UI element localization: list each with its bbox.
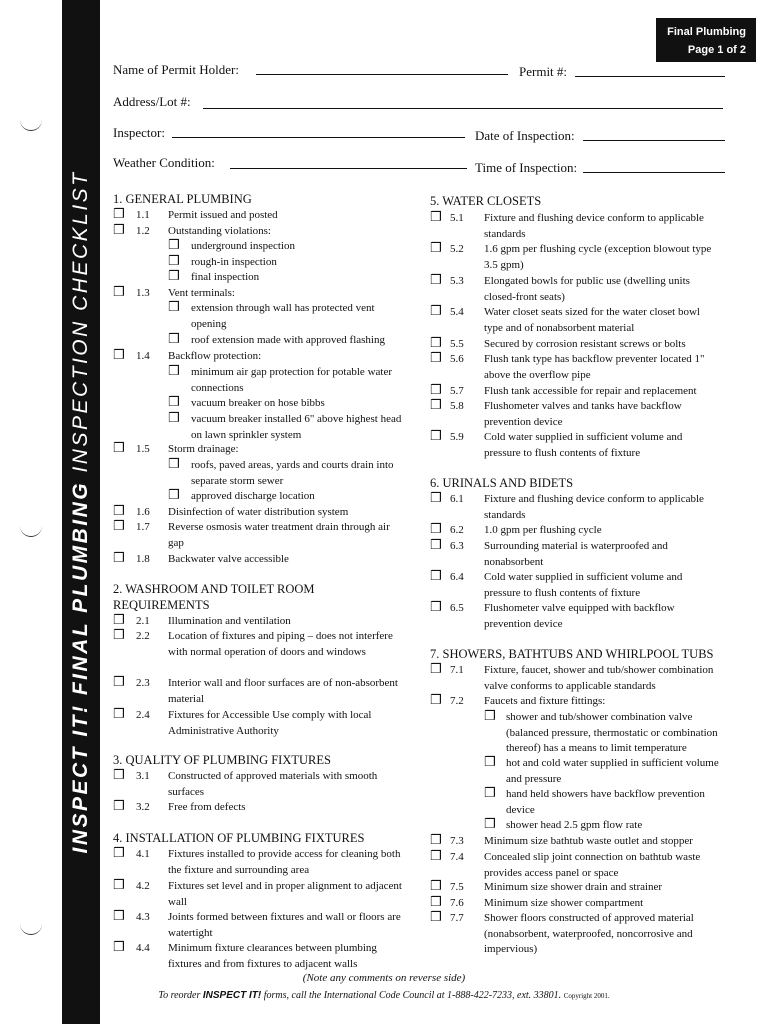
item-number: 6.2 bbox=[450, 524, 464, 536]
item-text: Permit issued and posted bbox=[168, 209, 278, 221]
item-number: 6.1 bbox=[450, 493, 464, 505]
item-number: 1.4 bbox=[136, 350, 150, 362]
brand-name: INSPECT IT! bbox=[202, 990, 262, 1001]
item-text: Water closet seats sized for the water closet bowl type and of nonabsorbent material bbox=[484, 306, 700, 334]
item-checkbox[interactable]: ❒ bbox=[430, 241, 442, 256]
subitem-checkbox[interactable]: ❒ bbox=[168, 332, 180, 347]
permit-number-field[interactable] bbox=[575, 76, 725, 77]
section-title: 3. QUALITY OF PLUMBING FIXTURES bbox=[113, 753, 331, 767]
item-text: Minimum fixture clearances between plumbing fixtures and from fixtures to adjacent walls bbox=[168, 942, 377, 970]
item-text: Minimum size bathtub waste outlet and stopper bbox=[484, 835, 693, 847]
item-number: 2.2 bbox=[136, 630, 150, 642]
subitem-checkbox[interactable]: ❒ bbox=[484, 755, 496, 770]
item-number: 5.8 bbox=[450, 400, 464, 412]
item-number: 2.4 bbox=[136, 709, 150, 721]
item-text: Vent terminals: bbox=[168, 287, 235, 299]
item-text: Constructed of approved materials with smooth surfaces bbox=[168, 770, 378, 798]
sidebar-title-light: INSPECTION CHECKLIST bbox=[69, 170, 92, 473]
item-checkbox[interactable]: ❒ bbox=[113, 846, 125, 861]
item-number: 1.3 bbox=[136, 287, 150, 299]
item-number: 7.4 bbox=[450, 851, 464, 863]
item-text: Flushometer valve equipped with backflow prevention device bbox=[484, 602, 675, 630]
subitem-text: roof extension made with approved flashing bbox=[191, 334, 385, 346]
item-checkbox[interactable]: ❒ bbox=[430, 910, 442, 925]
subitem-checkbox[interactable]: ❒ bbox=[168, 457, 180, 472]
reorder-text: forms, call the International Code Council at 1-888-422-7233, ext. 33801. bbox=[263, 990, 562, 1001]
address-field[interactable] bbox=[203, 108, 723, 109]
subitem-checkbox[interactable]: ❒ bbox=[484, 709, 496, 724]
item-number: 5.7 bbox=[450, 385, 464, 397]
item-text: Minimum size shower compartment bbox=[484, 897, 644, 909]
item-number: 5.6 bbox=[450, 353, 464, 365]
item-number: 1.7 bbox=[136, 521, 150, 533]
item-checkbox[interactable]: ❒ bbox=[113, 207, 125, 222]
item-checkbox[interactable]: ❒ bbox=[430, 210, 442, 225]
subitem-text: hand held showers have backflow prevention device bbox=[506, 788, 705, 816]
item-text: Surrounding material is waterproofed and nonabsorbent bbox=[484, 540, 668, 568]
subitem-text: shower and tub/shower combination valve (balanced pressure, thermostatic or combination thereof) has a means to limit temperature bbox=[506, 711, 718, 754]
item-checkbox[interactable]: ❒ bbox=[430, 833, 442, 848]
item-text: Illumination and ventilation bbox=[168, 615, 291, 627]
subitem-checkbox[interactable]: ❒ bbox=[168, 364, 180, 379]
item-text: Shower floors constructed of approved material (nonabsorbent, waterproofed, noncorrosive and impervious) bbox=[484, 912, 694, 955]
item-number: 1.5 bbox=[136, 443, 150, 455]
item-number: 6.4 bbox=[450, 571, 464, 583]
item-number: 2.1 bbox=[136, 615, 150, 627]
reorder-prefix: To reorder bbox=[158, 990, 201, 1001]
subitem-text: rough-in inspection bbox=[191, 256, 277, 268]
item-checkbox[interactable]: ❒ bbox=[430, 383, 442, 398]
item-number: 5.3 bbox=[450, 275, 464, 287]
item-number: 4.2 bbox=[136, 880, 150, 892]
section-title: 5. WATER CLOSETS bbox=[430, 194, 542, 208]
punch-hole-mark bbox=[20, 524, 42, 537]
item-number: 1.8 bbox=[136, 553, 150, 565]
item-text: Disinfection of water distribution system bbox=[168, 506, 349, 518]
subitem-checkbox[interactable]: ❒ bbox=[168, 269, 180, 284]
sidebar-title-bold: INSPECT IT! FINAL PLUMBING bbox=[69, 480, 92, 854]
subitem-text: extension through wall has protected vent opening bbox=[191, 302, 375, 330]
punch-hole-mark bbox=[20, 118, 42, 131]
item-checkbox[interactable]: ❒ bbox=[430, 849, 442, 864]
subitem-text: roofs, paved areas, yards and courts drain into separate storm sewer bbox=[191, 459, 394, 487]
subitem-checkbox[interactable]: ❒ bbox=[168, 395, 180, 410]
item-text: Location of fixtures and piping – does not interfere with normal operation of doors and windows bbox=[168, 630, 393, 658]
item-number: 4.1 bbox=[136, 848, 150, 860]
item-text: Free from defects bbox=[168, 801, 246, 813]
item-text: Fixtures for Accessible Use comply with local Administrative Authority bbox=[168, 709, 372, 737]
subitem-text: hot and cold water supplied in sufficient volume and pressure bbox=[506, 757, 719, 785]
item-checkbox[interactable]: ❒ bbox=[430, 693, 442, 708]
item-number: 7.6 bbox=[450, 897, 464, 909]
item-checkbox[interactable]: ❒ bbox=[430, 600, 442, 615]
item-checkbox[interactable]: ❒ bbox=[113, 799, 125, 814]
permit-holder-label: Name of Permit Holder: bbox=[113, 62, 239, 77]
weather-label: Weather Condition: bbox=[113, 155, 215, 170]
item-text: Fixtures installed to provide access for cleaning both the fixture and surrounding area bbox=[168, 848, 401, 876]
item-checkbox[interactable]: ❒ bbox=[113, 940, 125, 955]
subitem-text: underground inspection bbox=[191, 240, 295, 252]
item-number: 1.2 bbox=[136, 225, 150, 237]
item-number: 3.1 bbox=[136, 770, 150, 782]
item-checkbox[interactable]: ❒ bbox=[113, 768, 125, 783]
subitem-checkbox[interactable]: ❒ bbox=[484, 786, 496, 801]
item-text: Minimum size shower drain and strainer bbox=[484, 881, 663, 893]
subitem-text: vacuum breaker installed 6" above highest head on lawn sprinkler system bbox=[191, 413, 402, 441]
item-number: 7.1 bbox=[450, 664, 464, 676]
sidebar-title bbox=[69, 171, 93, 854]
subitem-checkbox[interactable]: ❒ bbox=[168, 254, 180, 269]
comments-note: (Note any comments on reverse side) bbox=[302, 972, 466, 984]
item-number: 1.1 bbox=[136, 209, 150, 221]
item-text: Outstanding violations: bbox=[168, 225, 271, 237]
permit-number-label: Permit #: bbox=[519, 64, 568, 79]
item-text: 1.0 gpm per flushing cycle bbox=[484, 524, 602, 536]
item-text: Storm drainage: bbox=[168, 443, 239, 455]
weather-field[interactable] bbox=[230, 168, 467, 169]
subitem-text: minimum air gap protection for potable water connections bbox=[191, 366, 392, 394]
item-checkbox[interactable]: ❒ bbox=[113, 613, 125, 628]
punch-hole-mark bbox=[20, 922, 42, 935]
item-number: 5.1 bbox=[450, 212, 464, 224]
item-number: 6.3 bbox=[450, 540, 464, 552]
item-checkbox[interactable]: ❒ bbox=[430, 522, 442, 537]
subitem-checkbox[interactable]: ❒ bbox=[168, 411, 180, 426]
item-text: Fixture and flushing device conform to applicable standards bbox=[484, 212, 704, 240]
item-checkbox[interactable]: ❒ bbox=[430, 569, 442, 584]
item-checkbox[interactable]: ❒ bbox=[113, 675, 125, 690]
item-checkbox[interactable]: ❒ bbox=[430, 336, 442, 351]
item-number: 5.2 bbox=[450, 243, 464, 255]
subitem-text: approved discharge location bbox=[191, 490, 315, 502]
header-title: Final Plumbing bbox=[667, 26, 746, 38]
item-text: Cold water supplied in sufficient volume and pressure to flush contents of fixture bbox=[484, 431, 683, 459]
item-text: Secured by corrosion resistant screws or bolts bbox=[484, 338, 686, 350]
item-number: 7.3 bbox=[450, 835, 464, 847]
section-title: 7. SHOWERS, BATHTUBS AND WHIRLPOOL TUBS bbox=[430, 647, 714, 661]
copyright: Copyright 2001. bbox=[563, 992, 610, 1000]
item-checkbox[interactable]: ❒ bbox=[430, 538, 442, 553]
item-text: Fixtures set level and in proper alignment to adjacent wall bbox=[168, 880, 402, 908]
item-number: 3.2 bbox=[136, 801, 150, 813]
subitem-text: shower head 2.5 gpm flow rate bbox=[506, 819, 643, 831]
inspection-time-label: Time of Inspection: bbox=[475, 160, 578, 175]
item-checkbox[interactable]: ❒ bbox=[113, 707, 125, 722]
subitem-checkbox[interactable]: ❒ bbox=[484, 817, 496, 832]
item-text: Backflow protection: bbox=[168, 350, 262, 362]
item-text: Fixture, faucet, shower and tub/shower combination valve conforms to applicable standards bbox=[484, 664, 714, 692]
page-header-box bbox=[656, 18, 756, 62]
permit-holder-field[interactable] bbox=[256, 74, 508, 75]
item-number: 5.9 bbox=[450, 431, 464, 443]
section-title: 4. INSTALLATION OF PLUMBING FIXTURES bbox=[113, 831, 365, 845]
item-text: Interior wall and floor surfaces are of non-absorbent material bbox=[168, 677, 398, 705]
item-number: 4.4 bbox=[136, 942, 150, 954]
subitem-text: vacuum breaker on hose bibbs bbox=[191, 397, 325, 409]
item-checkbox[interactable]: ❒ bbox=[113, 285, 125, 300]
item-checkbox[interactable]: ❒ bbox=[430, 351, 442, 366]
item-text: Backwater valve accessible bbox=[168, 553, 289, 565]
section-title: 6. URINALS AND BIDETS bbox=[430, 476, 574, 490]
item-checkbox[interactable]: ❒ bbox=[113, 223, 125, 238]
inspection-date-field[interactable] bbox=[583, 140, 725, 141]
reorder-footer bbox=[0, 990, 768, 1001]
item-checkbox[interactable]: ❒ bbox=[430, 879, 442, 894]
item-checkbox[interactable]: ❒ bbox=[430, 895, 442, 910]
item-checkbox[interactable]: ❒ bbox=[113, 909, 125, 924]
item-text: Faucets and fixture fittings: bbox=[484, 695, 606, 707]
section-title: 2. WASHROOM AND TOILET ROOM REQUIREMENTS bbox=[113, 582, 315, 612]
item-text: Concealed slip joint connection on bathtub waste provides access panel or space bbox=[484, 851, 701, 879]
item-checkbox[interactable]: ❒ bbox=[113, 348, 125, 363]
item-checkbox[interactable]: ❒ bbox=[113, 551, 125, 566]
subitem-text: final inspection bbox=[191, 271, 260, 283]
item-number: 5.4 bbox=[450, 306, 464, 318]
item-checkbox[interactable]: ❒ bbox=[113, 628, 125, 643]
item-checkbox[interactable]: ❒ bbox=[430, 398, 442, 413]
item-number: 7.2 bbox=[450, 695, 464, 707]
item-number: 7.7 bbox=[450, 912, 464, 924]
item-text: Flush tank accessible for repair and replacement bbox=[484, 385, 697, 397]
item-number: 5.5 bbox=[450, 338, 464, 350]
item-text: 1.6 gpm per flushing cycle (exception blowout type 3.5 gpm) bbox=[484, 243, 712, 271]
section-title: 1. GENERAL PLUMBING bbox=[113, 192, 252, 206]
item-checkbox[interactable]: ❒ bbox=[430, 304, 442, 319]
address-label: Address/Lot #: bbox=[113, 94, 191, 109]
item-text: Flush tank type has backflow preventer located 1" above the overflow pipe bbox=[484, 353, 705, 381]
item-checkbox[interactable]: ❒ bbox=[430, 491, 442, 506]
item-text: Joints formed between fixtures and wall or floors are watertight bbox=[168, 911, 401, 939]
item-checkbox[interactable]: ❒ bbox=[430, 273, 442, 288]
item-checkbox[interactable]: ❒ bbox=[113, 441, 125, 456]
inspector-field[interactable] bbox=[172, 137, 465, 138]
header-page-number: Page 1 of 2 bbox=[687, 44, 746, 56]
item-number: 1.6 bbox=[136, 506, 150, 518]
item-checkbox[interactable]: ❒ bbox=[430, 662, 442, 677]
inspection-time-field[interactable] bbox=[583, 172, 725, 173]
item-checkbox[interactable]: ❒ bbox=[113, 878, 125, 893]
item-number: 4.3 bbox=[136, 911, 150, 923]
item-text: Reverse osmosis water treatment drain through air gap bbox=[168, 521, 390, 549]
item-text: Fixture and flushing device conform to applicable standards bbox=[484, 493, 704, 521]
subitem-checkbox[interactable]: ❒ bbox=[168, 238, 180, 253]
item-checkbox[interactable]: ❒ bbox=[113, 504, 125, 519]
subitem-checkbox[interactable]: ❒ bbox=[168, 488, 180, 503]
item-text: Elongated bowls for public use (dwelling units closed-front seats) bbox=[484, 275, 690, 303]
subitem-checkbox[interactable]: ❒ bbox=[168, 300, 180, 315]
item-text: Cold water supplied in sufficient volume and pressure to flush contents of fixture bbox=[484, 571, 683, 599]
inspector-label: Inspector: bbox=[113, 125, 165, 140]
item-number: 7.5 bbox=[450, 881, 464, 893]
inspection-date-label: Date of Inspection: bbox=[475, 128, 575, 143]
item-number: 2.3 bbox=[136, 677, 150, 689]
item-checkbox[interactable]: ❒ bbox=[113, 519, 125, 534]
item-text: Flushometer valves and tanks have backflow prevention device bbox=[484, 400, 682, 428]
item-checkbox[interactable]: ❒ bbox=[430, 429, 442, 444]
item-number: 6.5 bbox=[450, 602, 464, 614]
